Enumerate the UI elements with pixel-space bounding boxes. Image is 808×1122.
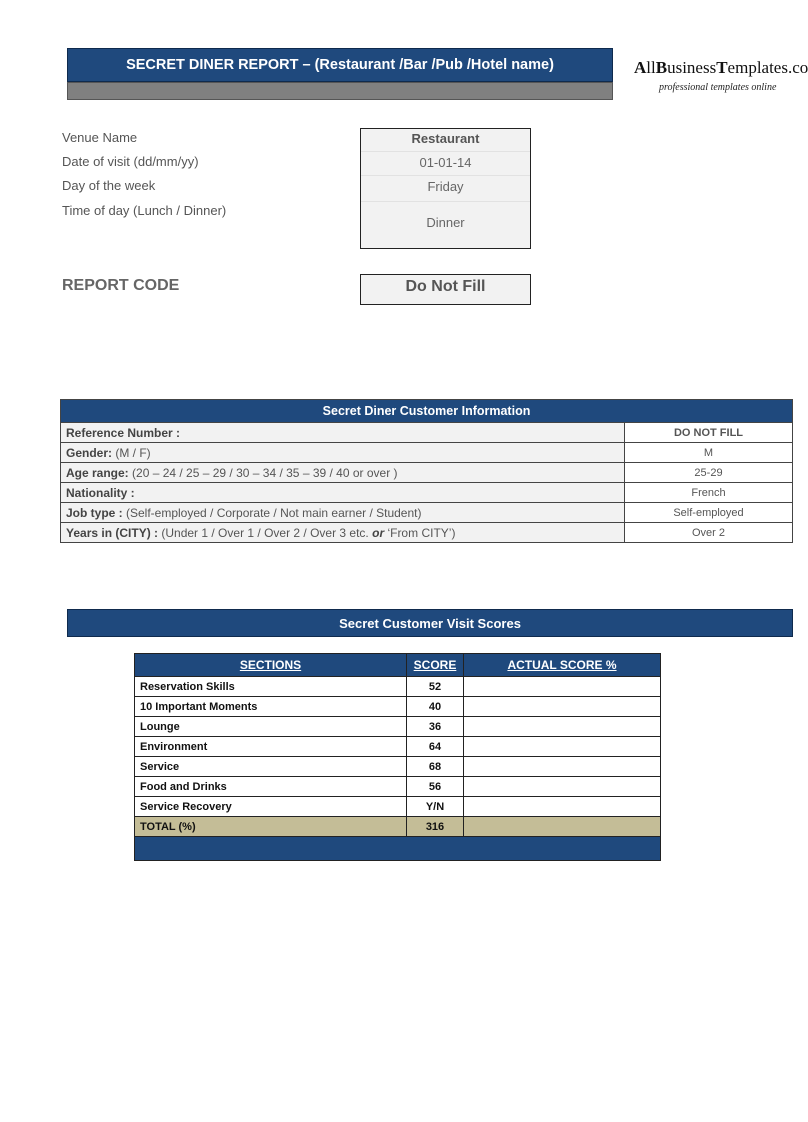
- gender-value[interactable]: M: [625, 443, 793, 463]
- age-range-value[interactable]: 25-29: [625, 463, 793, 483]
- actual-score-cell[interactable]: [464, 697, 661, 717]
- table-row: [61, 523, 793, 543]
- reference-number-label: Reference Number :: [61, 423, 625, 443]
- logo-wordmark: AllBusinessTemplates.co: [634, 58, 808, 77]
- visit-scores-table: [134, 653, 661, 861]
- nationality-value[interactable]: French: [625, 483, 793, 503]
- day-of-week-value[interactable]: Friday: [427, 179, 464, 194]
- visit-scores-title: Secret Customer Visit Scores: [67, 609, 793, 637]
- total-row: [135, 817, 661, 837]
- table-row: [135, 697, 661, 717]
- section-score: 68: [407, 757, 464, 777]
- table-row: [135, 757, 661, 777]
- section-name: Service: [135, 757, 407, 777]
- table-row: [61, 443, 793, 463]
- divider: [361, 175, 530, 176]
- nationality-label: Nationality :: [61, 483, 625, 503]
- gender-label: Gender: (M / F): [61, 443, 625, 463]
- actual-score-cell[interactable]: [464, 677, 661, 697]
- table-row: [61, 503, 793, 523]
- report-title: SECRET DINER REPORT – (Restaurant /Bar /Pub /Hotel name): [67, 48, 613, 82]
- years-in-city-value[interactable]: Over 2: [625, 523, 793, 543]
- venue-details-box: [360, 128, 531, 249]
- table-row: [135, 717, 661, 737]
- day-of-week-label: Day of the week: [62, 178, 156, 193]
- venue-name-label: Venue Name: [62, 130, 138, 145]
- table-row: [135, 797, 661, 817]
- divider: [361, 201, 530, 202]
- section-score: 56: [407, 777, 464, 797]
- section-name: Service Recovery: [135, 797, 407, 817]
- customer-info-table: [60, 399, 793, 543]
- date-of-visit-label: Date of visit (dd/mm/yy): [62, 154, 199, 169]
- time-of-day-label: Time of day (Lunch / Dinner): [62, 203, 227, 218]
- table-header-row: [135, 654, 661, 677]
- date-of-visit-value[interactable]: 01-01-14: [419, 155, 472, 170]
- total-actual-score[interactable]: [464, 817, 661, 837]
- actual-score-cell[interactable]: [464, 797, 661, 817]
- total-label: TOTAL (%): [135, 817, 407, 837]
- section-name: Lounge: [135, 717, 407, 737]
- table-footer-bar: [135, 837, 661, 861]
- section-name: 10 Important Moments: [135, 697, 407, 717]
- age-range-label: Age range: (20 – 24 / 25 – 29 / 30 – 34 / 35 – 39 / 40 or over ): [61, 463, 625, 483]
- section-score: 40: [407, 697, 464, 717]
- actual-score-cell[interactable]: [464, 777, 661, 797]
- time-of-day-value[interactable]: Dinner: [426, 215, 465, 230]
- reference-number-value[interactable]: DO NOT FILL: [625, 423, 793, 443]
- table-row: [135, 737, 661, 757]
- section-name: Reservation Skills: [135, 677, 407, 697]
- report-code-label: REPORT CODE: [62, 277, 180, 294]
- customer-info-title: Secret Diner Customer Information: [61, 400, 793, 423]
- section-score: 36: [407, 717, 464, 737]
- score-header: SCORE: [407, 654, 464, 677]
- logo-tagline: professional templates online: [659, 82, 777, 93]
- total-score: 316: [407, 817, 464, 837]
- actual-score-cell[interactable]: [464, 757, 661, 777]
- actual-score-header: ACTUAL SCORE %: [464, 654, 661, 677]
- report-code-field[interactable]: Do Not Fill: [360, 274, 531, 305]
- section-name: Environment: [135, 737, 407, 757]
- table-footer-row: [135, 837, 661, 861]
- job-type-label: Job type : (Self-employed / Corporate / Not main earner / Student): [61, 503, 625, 523]
- section-score: 64: [407, 737, 464, 757]
- table-row: [61, 483, 793, 503]
- years-in-city-label: Years in (CITY) : (Under 1 / Over 1 / Over 2 / Over 3 etc. or ‘From CITY’): [61, 523, 625, 543]
- allbusinesstemplates-logo: [634, 58, 808, 78]
- table-row: [135, 777, 661, 797]
- section-name: Food and Drinks: [135, 777, 407, 797]
- table-row: [61, 423, 793, 443]
- sections-header: SECTIONS: [135, 654, 407, 677]
- job-type-value[interactable]: Self-employed: [625, 503, 793, 523]
- section-score: Y/N: [407, 797, 464, 817]
- table-row: [61, 463, 793, 483]
- venue-name-value[interactable]: Restaurant: [411, 131, 480, 146]
- title-underbar: [67, 82, 613, 100]
- table-row: [135, 677, 661, 697]
- actual-score-cell[interactable]: [464, 717, 661, 737]
- actual-score-cell[interactable]: [464, 737, 661, 757]
- section-score: 52: [407, 677, 464, 697]
- divider: [361, 151, 530, 152]
